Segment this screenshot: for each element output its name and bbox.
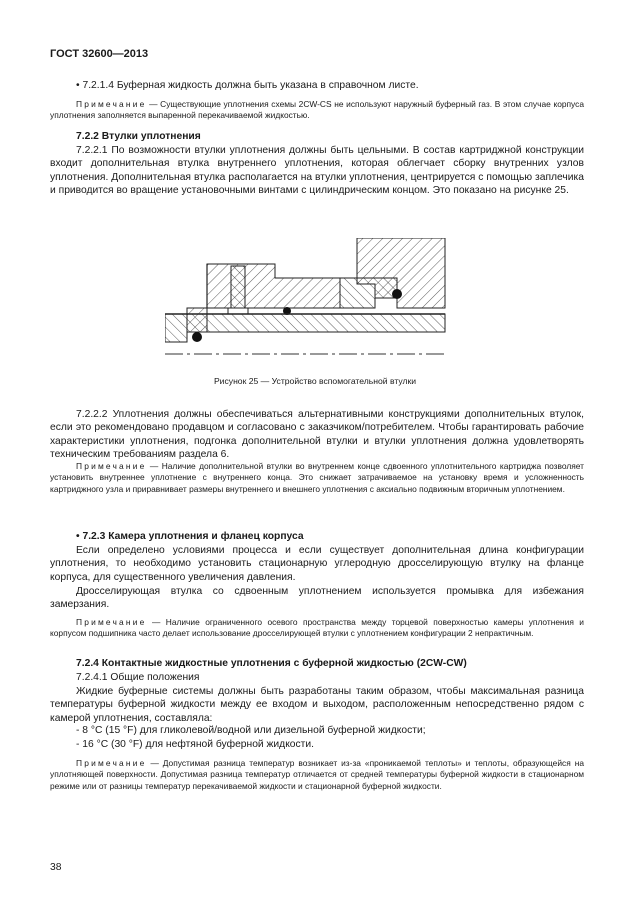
set-screw bbox=[231, 266, 245, 312]
note-4 bbox=[50, 758, 584, 792]
note-text: — Наличие ограниченного осевого пространства между торцевой поверхностью камеры уплотнения и корпусом подшипника часто делает использование дросселирующей втулки с уплотнением конфигурации 2 непрактичным. bbox=[50, 617, 584, 639]
figure-caption: Рисунок 25 — Устройство вспомогательной втулки bbox=[213, 376, 417, 386]
paragraph-7-2-2-2: 7.2.2.2 Уплотнения должны обеспечиваться альтернативными конструкциями дополнительных втулок, если это рекомендовано продавцом и согласовано с заказчиком/потребителем. Чтобы гарантировать рабочие характеристики уплотнения, подгонка дополнительной втулки и втулки уплотнения должна удовлетворять техническим требованиям раздела 6. bbox=[50, 409, 584, 461]
list-item: - 16 °С (30 °F) для нефтяной буферной жидкости. bbox=[76, 739, 315, 750]
paragraph-7-2-3-a: Если определено условиями процесса и если существует дополнительная длина конфигурации уплотнения, то необходимо установить стационарную углеродную дросселирующую втулку на фланце корпуса, для существенного увеличения давления. bbox=[50, 545, 584, 583]
figure-25-drawing bbox=[165, 238, 447, 360]
note-label: Примечание bbox=[76, 99, 147, 109]
set-screw-tip bbox=[228, 308, 248, 314]
section-heading-7-2-2: 7.2.2 Втулки уплотнения bbox=[76, 131, 201, 142]
auxiliary-sleeve bbox=[207, 264, 340, 308]
heading-text: 7.2.3 Камера уплотнения и фланец корпуса bbox=[82, 531, 304, 542]
bulleted-paragraph: • 7.2.1.4 Буферная жидкость должна быть указана в справочном листе. bbox=[76, 80, 419, 91]
note-1 bbox=[50, 99, 584, 122]
section-heading-7-2-3: • 7.2.3 Камера уплотнения и фланец корпуса bbox=[76, 531, 304, 542]
note-label: Примечание bbox=[76, 617, 147, 627]
note-text: — Допустимая разница температур возникает из-за «проникаемой теплоты» и теплоты, образующейся на уплотняющей поверхности. Допустимая разница температур отличается от средней температуры буферной жидкости в стационарном режиме или от разницы температур перекачиваемой жидкости и стационарной буферной жидкости. bbox=[50, 758, 584, 791]
document-header: ГОСТ 32600—2013 bbox=[50, 48, 149, 60]
note-label: Примечание bbox=[76, 461, 147, 471]
list-item: - 8 °С (15 °F) для гликолевой/водной или дизельной буферной жидкости; bbox=[76, 725, 426, 736]
note-text: — Существующие уплотнения схемы 2CW-CS не используют наружный буферный газ. В этом случае корпуса уплотнения заполняется выпаренной перекачиваемой жидкостью. bbox=[50, 99, 584, 121]
page-number: 38 bbox=[50, 862, 62, 873]
paragraph-7-2-3-b: Дросселирующая втулка со сдвоенным уплотнением используется промывка для избежания замерзания. bbox=[50, 586, 584, 611]
o-ring bbox=[392, 289, 402, 299]
note-text: — Наличие дополнительной втулки во внутреннем конце сдвоенного уплотнительного картриджа позволяет установить внутреннее уплотнение с внутреннего конца. Это снижает затрачиваемое на установку время и усложненность картриджного узла и приравнивает размеры внутреннего и внешнего уплотнения с аксиально подвижным вторичным уплотнением. bbox=[50, 461, 584, 494]
paragraph-7-2-4-1: Жидкие буферные системы должны быть разработаны таким образом, чтобы максимальная разница температуры буферной жидкости между ее входом и выходом, расположенным непосредственно рядом с камерой уплотнения, составляла: bbox=[50, 686, 584, 724]
o-ring bbox=[192, 332, 202, 342]
note-2 bbox=[50, 461, 584, 495]
paragraph-7-2-2-1: 7.2.2.1 По возможности втулки уплотнения должны быть цельными. В состав картриджной конструкции входит дополнительная втулка внутреннего уплотнения, которая облегчает сборку внутренних узлов уплотнения. Дополнительная втулка располагается на втулки уплотнения, центрируется с помощью заплечика и приводится во вращение установочными винтами с цилиндрическим концом. Это показано на рисунке 25. bbox=[50, 145, 584, 197]
note-label: Примечание bbox=[76, 758, 147, 768]
paragraph-7-2-1-4: 7.2.1.4 Буферная жидкость должна быть указана в справочном листе. bbox=[82, 80, 419, 91]
section-heading-7-2-4: 7.2.4 Контактные жидкостные уплотнения с буферной жидкостью (2CW-CW) bbox=[76, 658, 467, 669]
seal-ring bbox=[340, 278, 397, 308]
subsection-7-2-4-1: 7.2.4.1 Общие положения bbox=[76, 672, 200, 683]
sleeve-shoulder bbox=[187, 308, 207, 332]
note-3 bbox=[50, 617, 584, 640]
